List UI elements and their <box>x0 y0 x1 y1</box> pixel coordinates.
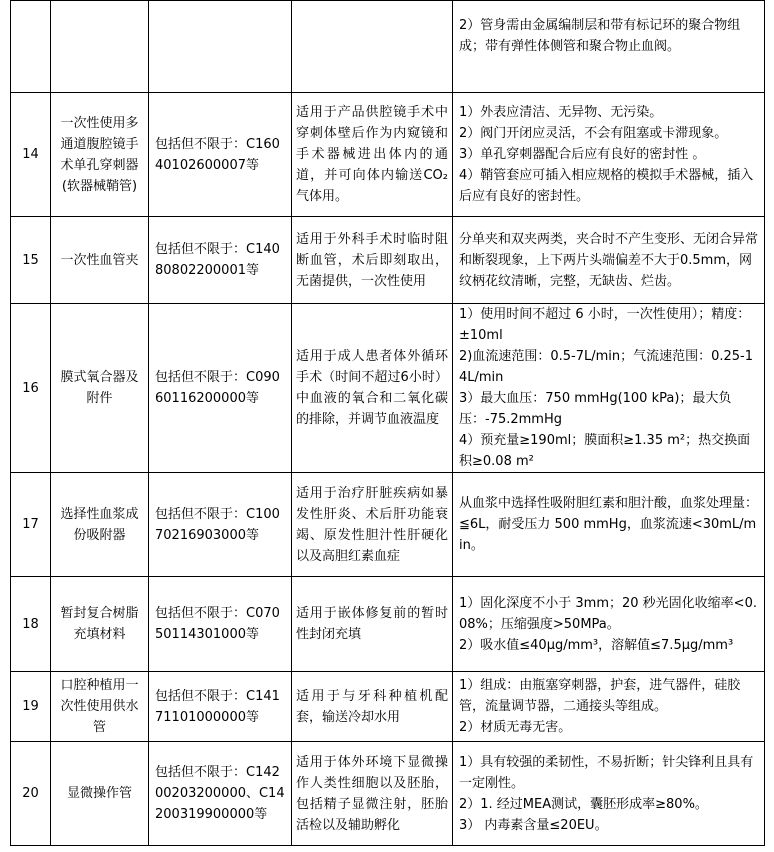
requirements-table <box>10 0 765 846</box>
cell-code <box>149 672 292 742</box>
cell-requirements <box>453 742 765 846</box>
product-code: 包括但不限于：C16040102600007等 <box>155 136 280 173</box>
cell-requirements <box>453 304 765 473</box>
cell-requirements <box>453 1 765 93</box>
table-row <box>11 577 765 672</box>
product-code: 包括但不限于：C14200203200000、C14200319900000等 <box>155 765 285 822</box>
requirement-line: 1）具有较强的柔韧性，不易折断；针尖锋利且具有一定刚性。 <box>459 754 754 791</box>
cell-name <box>51 93 149 217</box>
cell-code <box>149 93 292 217</box>
cell-code <box>149 217 292 304</box>
cell-name <box>51 304 149 473</box>
table-row <box>11 217 765 304</box>
scope-text: 适用于成人患者体外循环手术（时间不超过6小时）中血液的氧合和二氧化碳的排除，并调节血液温度 <box>296 349 448 427</box>
cell-code <box>149 577 292 672</box>
requirement-line: 2）管身需由金属编制层和带有标记环的聚合物组成；带有弹性体侧管和聚合物止血阀。 <box>459 18 741 54</box>
scope-text: 适用于外科手术时临时阻断血管，术后即刻取出，无菌提供，一次性使用 <box>296 231 448 289</box>
cell-scope <box>292 93 453 217</box>
cell-code <box>149 1 292 93</box>
cell-num: 16 <box>11 304 51 473</box>
table-row <box>11 473 765 577</box>
product-name: 选择性血浆成份吸附器 <box>60 506 139 543</box>
product-code: 包括但不限于：C14080802200001等 <box>155 242 280 278</box>
product-name: 口腔种植用一次性使用供水管 <box>60 678 139 735</box>
cell-name <box>51 577 149 672</box>
product-name: 暂封复合树脂充填材料 <box>60 606 139 642</box>
cell-num: 20 <box>11 742 51 846</box>
requirement-line: 1）组成：由瓶塞穿刺器，护套，进气器件，硅胶管，流量调节器，二通接头等组成。 <box>459 678 741 714</box>
cell-code <box>149 473 292 577</box>
scope-text: 适用于嵌体修复前的暂时性封闭充填 <box>296 606 448 642</box>
cell-name <box>51 1 149 93</box>
requirement-line: 3）单孔穿刺器配合后应有良好的密封性 。 <box>459 147 706 162</box>
cell-scope <box>292 672 453 742</box>
cell-scope <box>292 1 453 93</box>
cell-requirements <box>453 217 765 304</box>
cell-scope <box>292 304 453 473</box>
table-row <box>11 1 765 93</box>
table-row <box>11 742 765 846</box>
cell-name <box>51 473 149 577</box>
cell-name <box>51 672 149 742</box>
product-code: 包括但不限于：C09060116200000等 <box>155 370 280 406</box>
product-code: 包括但不限于：C14171101000000等 <box>155 688 280 725</box>
product-name: 膜式氧合器及附件 <box>60 370 139 406</box>
requirement-line: 4）鞘管套应可插入相应规格的模拟手术器械，插入后应有良好的密封性。 <box>459 168 754 204</box>
requirement-line: 2)血流速范围：0.5-7L/min；气流速范围：0.25-14L/min <box>459 349 754 385</box>
cell-num: 15 <box>11 217 51 304</box>
cell-requirements <box>453 473 765 577</box>
cell-scope <box>292 473 453 577</box>
table-row <box>11 304 765 473</box>
cell-requirements <box>453 672 765 742</box>
scope-text: 适用于与牙科种植机配套，输送冷却水用 <box>296 688 448 725</box>
cell-num: 19 <box>11 672 51 742</box>
product-name: 一次性血管夹 <box>60 252 139 268</box>
cell-code <box>149 304 292 473</box>
requirement-line: 1）固化深度不小于 3mm；20 秒光固化收缩率<0.08%；压缩强度>50MPa。 <box>459 595 757 632</box>
cell-scope <box>292 742 453 846</box>
product-name: 一次性使用多通道腹腔镜手术单孔穿刺器(软器械鞘管) <box>60 115 139 194</box>
product-code: 包括但不限于：C07050114301000等 <box>155 606 280 642</box>
cell-scope <box>292 577 453 672</box>
cell-name <box>51 217 149 304</box>
requirement-line: 分单夹和双夹两类，夹合时不产生变形、无闭合异常和断裂现象，上下两片头端偏差不大于0.5mm，网纹柄花纹清晰，完整，无缺齿、烂齿。 <box>459 231 759 289</box>
requirement-line: 2）材质无毒无害。 <box>459 720 572 735</box>
table-row <box>11 672 765 742</box>
cell-num: 14 <box>11 93 51 217</box>
requirement-line: 1）外表应清洁、无异物、无污染。 <box>459 105 663 120</box>
requirement-line: 从血浆中选择性吸附胆红素和胆汁酸，血浆处理量：≦6L，耐受压力 500 mmHg，血浆流速<30mL/min。 <box>459 496 759 553</box>
requirement-line: 4）预充量≥190ml；膜面积≥1.35 m²；热交换面积≥0.08 m² <box>459 433 751 469</box>
requirement-line: 2）1. 经过MEA测试，囊胚形成率≥80%。 <box>459 796 708 812</box>
requirement-line: 2）吸水值≤40μg/mm³，溶解值≤7.5μg/mm³ <box>459 637 734 653</box>
cell-num: 18 <box>11 577 51 672</box>
product-name: 显微操作管 <box>66 786 132 801</box>
cell-code <box>149 742 292 846</box>
cell-requirements <box>453 93 765 217</box>
requirement-line: 3） 内毒素含量≤20EU。 <box>459 817 608 833</box>
table-row <box>11 93 765 217</box>
cell-num: 17 <box>11 473 51 577</box>
cell-requirements <box>453 577 765 672</box>
cell-name <box>51 742 149 846</box>
product-code: 包括但不限于：C10070216903000等 <box>155 506 280 543</box>
cell-num <box>11 1 51 93</box>
cell-scope <box>292 217 453 304</box>
scope-text: 适用于治疗肝脏疾病如暴发性肝炎、术后肝功能衰竭、原发性胆汁性肝硬化以及高胆红素血症 <box>296 485 448 564</box>
scope-text: 适用于体外环境下显微操作人类性细胞以及胚胎，包括精子显微注射，胚胎活检以及辅助孵化 <box>296 754 448 833</box>
requirement-line: 3）最大血压：750 mmHg(100 kPa)；最大负压：-75.2mmHg <box>459 391 732 427</box>
scope-text: 适用于产品供腔镜手术中穿刺体壁后作为内窥镜和手术器械进出体内的通道，并可向体内输送CO₂气体用。 <box>296 105 448 204</box>
requirement-line: 1）使用时间不超过 6 小时，一次性使用）；精度：±10ml <box>459 307 751 343</box>
requirement-line: 2）阀门开闭应灵活，不会有阻塞或卡滞现象。 <box>459 126 728 141</box>
